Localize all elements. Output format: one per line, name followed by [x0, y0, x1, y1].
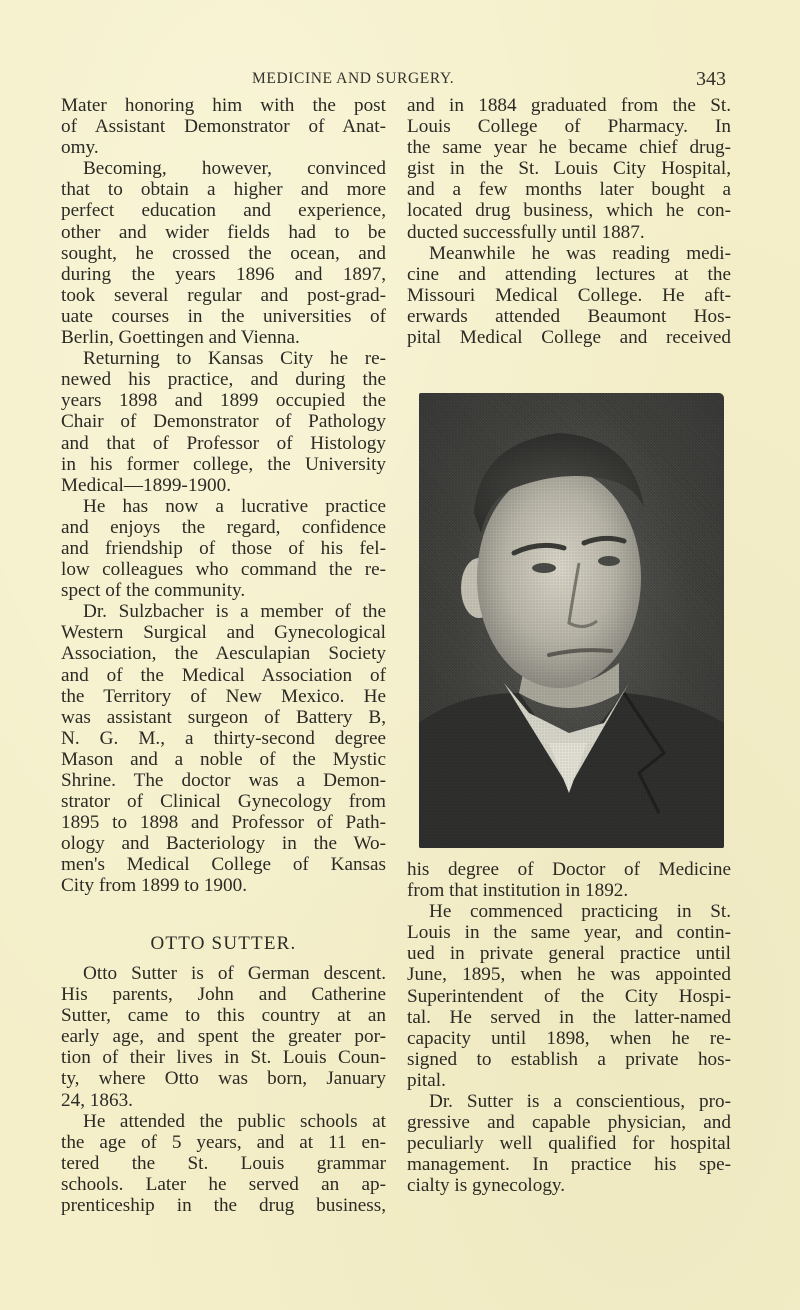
text-line: Western Surgical and Gynecological — [61, 622, 386, 644]
text-line: in his former college, the University — [61, 453, 386, 475]
text-line: gist in the St. Louis City Hospital, — [407, 158, 731, 180]
right-column-text-top — [407, 95, 731, 348]
text-line: schools. Later he served an ap- — [61, 1173, 386, 1195]
text-line: He has now a lucrative practice — [83, 495, 386, 517]
text-line: perfect education and experience, — [61, 200, 386, 222]
text-line: the age of 5 years, and at 11 en- — [61, 1131, 386, 1153]
text-line: He commenced practicing in St. — [429, 901, 731, 923]
text-line: Berlin, Goettingen and Vienna. — [61, 327, 300, 349]
text-line: gressive and capable physician, and — [407, 1112, 731, 1134]
text-line: Medical—1899-1900. — [61, 474, 231, 496]
text-line: signed to establish a private hos- — [407, 1048, 731, 1070]
text-line: cialty is gynecology. — [407, 1175, 566, 1197]
text-line: during the years 1896 and 1897, — [61, 263, 386, 285]
text-line: ty, where Otto was born, January — [61, 1068, 386, 1090]
text-line: newed his practice, and during the — [61, 369, 386, 391]
text-line: management. In practice his spe- — [407, 1154, 731, 1176]
text-line: the Territory of New Mexico. He — [61, 685, 386, 707]
text-line: prenticeship in the drug business, — [61, 1195, 386, 1217]
text-line: Louis in the same year, and contin- — [407, 922, 731, 944]
text-line: strator of Clinical Gynecology from — [61, 791, 386, 813]
text-line: His parents, John and Catherine — [61, 984, 386, 1006]
text-line: tered the St. Louis grammar — [61, 1152, 386, 1174]
text-line: Dr. Sulzbacher is a member of the — [83, 601, 386, 623]
running-title: MEDICINE AND SURGERY. — [252, 70, 455, 87]
text-line: the same year he became chief drug- — [407, 137, 731, 159]
left-column-text-otto-sutter — [61, 963, 386, 1216]
text-line: and friendship of those of his fel- — [61, 537, 386, 559]
text-line: City from 1899 to 1900. — [61, 875, 248, 897]
text-line: took several regular and post-grad- — [61, 284, 386, 306]
page-number: 343 — [696, 68, 726, 90]
text-line: of Assistant Demonstrator of Anat- — [61, 116, 386, 138]
text-line: Shrine. The doctor was a Demon- — [61, 770, 386, 791]
text-line: tal. He served in the latter-named — [407, 1006, 731, 1028]
text-line: Becoming, however, convinced — [83, 158, 386, 180]
text-line: Louis College of Pharmacy. In — [407, 116, 731, 138]
text-line: and of the Medical Association of — [61, 664, 386, 686]
text-line: other and wider fields had to be — [61, 221, 386, 243]
text-line: Meanwhile he was reading medi- — [429, 242, 731, 264]
text-line: from that institution in 1892. — [407, 880, 629, 902]
text-line: Missouri Medical College. He aft- — [407, 284, 731, 306]
text-line: pital. — [407, 1069, 446, 1091]
text-line: He attended the public schools at — [83, 1110, 386, 1132]
text-line: and in 1884 graduated from the St. — [407, 95, 731, 116]
left-column-text — [61, 95, 386, 897]
text-line: years 1898 and 1899 occupied the — [61, 390, 386, 412]
text-line: spect of the community. — [61, 580, 246, 602]
text-line: Mater honoring him with the post — [61, 95, 386, 116]
text-line: omy. — [61, 137, 99, 159]
text-line: capacity until 1898, when he re- — [407, 1027, 731, 1049]
text-line: and a few months later bought a — [407, 179, 731, 201]
text-line: Mason and a noble of the Mystic — [61, 748, 386, 770]
text-line: that to obtain a higher and more — [61, 179, 386, 201]
running-head — [0, 70, 800, 90]
text-line: ducted successfully until 1887. — [407, 221, 645, 243]
text-line: 24, 1863. — [61, 1089, 133, 1111]
text-line: erwards attended Beaumont Hos- — [407, 305, 731, 327]
text-line: men's Medical College of Kansas — [61, 854, 386, 876]
text-line: located drug business, which he con- — [407, 200, 731, 222]
section-heading-otto-sutter: OTTO SUTTER. — [150, 933, 297, 954]
text-line: cine and attending lectures at the — [407, 263, 731, 285]
text-line: tion of their lives in St. Louis Coun- — [61, 1047, 386, 1069]
text-line: uate courses in the universities of — [61, 305, 386, 327]
text-line: sought, he crossed the ocean, and — [61, 242, 386, 264]
text-line: N. G. M., a thirty-second degree — [61, 727, 386, 749]
text-line: peculiarly well qualified for hospital — [407, 1133, 731, 1155]
text-line: was assistant surgeon of Battery B, — [61, 706, 386, 728]
text-line: Dr. Sutter is a conscientious, pro- — [429, 1091, 731, 1113]
text-line: ued in private general practice until — [407, 943, 731, 965]
text-line: and enjoys the regard, confidence — [61, 516, 386, 538]
text-line: and that of Professor of Histology — [61, 432, 386, 454]
text-line: Otto Sutter is of German descent. — [83, 963, 386, 984]
right-column-text-bottom — [407, 859, 731, 1197]
text-line: 1895 to 1898 and Professor of Path- — [61, 812, 386, 834]
text-line: Superintendent of the City Hospi- — [407, 985, 731, 1007]
text-line: low colleagues who command the re- — [61, 559, 386, 581]
portrait-illustration — [419, 393, 724, 848]
text-line: early age, and spent the greater por- — [61, 1026, 386, 1048]
portrait-photo — [419, 393, 724, 848]
text-line: Returning to Kansas City he re- — [83, 348, 386, 370]
text-line: ology and Bacteriology in the Wo- — [61, 833, 386, 855]
text-line: Association, the Aesculapian Society — [61, 643, 386, 665]
text-line: Sutter, came to this country at an — [61, 1005, 386, 1027]
text-line: June, 1895, when he was appointed — [407, 964, 731, 986]
text-line: pital Medical College and received — [407, 327, 731, 349]
text-line: Chair of Demonstrator of Pathology — [61, 411, 386, 433]
text-line: his degree of Doctor of Medicine — [407, 859, 731, 880]
